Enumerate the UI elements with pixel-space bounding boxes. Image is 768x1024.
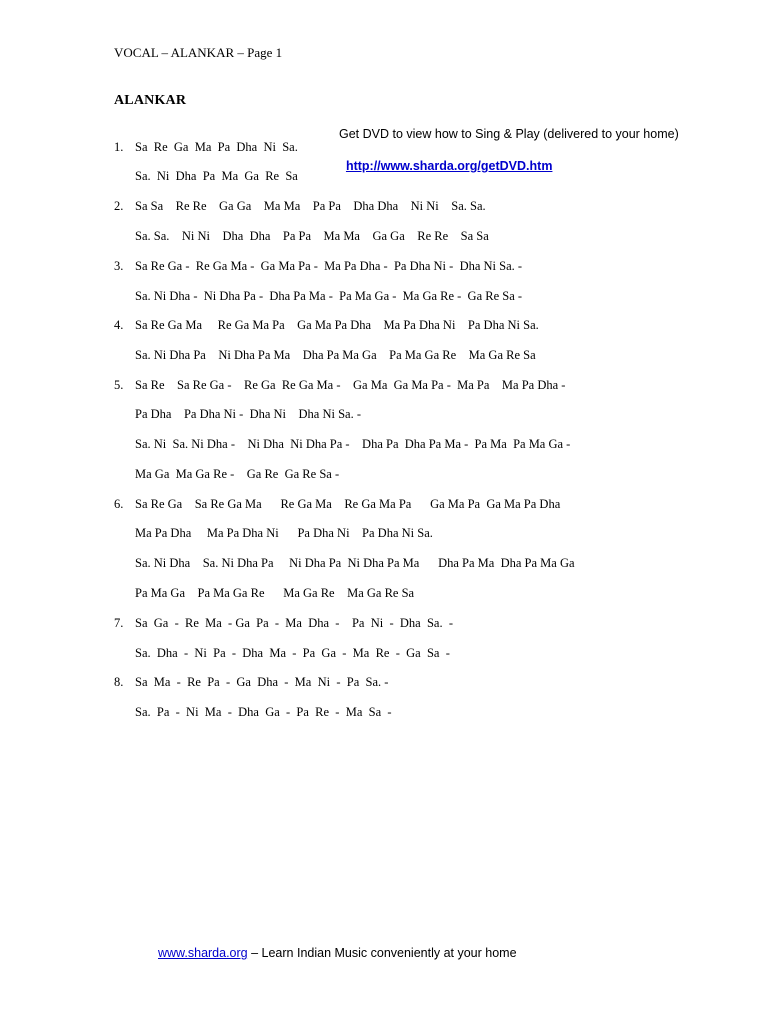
page-footer bbox=[158, 946, 517, 960]
exercise-line: Sa. Dha - Ni Pa - Dha Ma - Pa Ga - Ma Re - Ga Sa - bbox=[135, 646, 450, 660]
exercise-number: 6. bbox=[114, 497, 124, 511]
running-header: VOCAL – ALANKAR – Page 1 bbox=[114, 45, 283, 60]
page-title: ALANKAR bbox=[114, 93, 187, 108]
exercise-line: Pa Ma Ga Pa Ma Ga Re Ma Ga Re Ma Ga Re Sa bbox=[135, 586, 415, 600]
exercise-line: Sa. Ni Dha Pa Ma Ga Re Sa bbox=[135, 169, 298, 183]
dvd-promo-text: Get DVD to view how to Sing & Play (delivered to your home) bbox=[339, 127, 679, 141]
exercise-line: Sa Re Ga Ma Pa Dha Ni Sa. bbox=[135, 140, 298, 154]
exercise-line: Sa. Ni Dha Pa Ni Dha Pa Ma Dha Pa Ma Ga Pa Ma Ga Re Ma Ga Re Sa bbox=[135, 348, 536, 362]
exercise-line: Sa Re Ga Ma Re Ga Ma Pa Ga Ma Pa Dha Ma Pa Dha Ni Pa Dha Ni Sa. bbox=[135, 318, 539, 332]
exercise-number: 7. bbox=[114, 616, 124, 630]
exercise-line: Sa. Ni Dha - Ni Dha Pa - Dha Pa Ma - Pa Ma Ga - Ma Ga Re - Ga Re Sa - bbox=[135, 289, 523, 303]
exercise-number: 2. bbox=[114, 199, 124, 213]
exercise-line: Sa Re Ga - Re Ga Ma - Ga Ma Pa - Ma Pa Dha - Pa Dha Ni - Dha Ni Sa. - bbox=[135, 259, 523, 273]
dvd-promo bbox=[339, 94, 679, 174]
exercise-line: Sa Re Ga Sa Re Ga Ma Re Ga Ma Re Ga Ma Pa Ga Ma Pa Ga Ma Pa Dha bbox=[135, 497, 561, 511]
exercise-line: Sa Ga - Re Ma - Ga Pa - Ma Dha - Pa Ni - Dha Sa. - bbox=[135, 616, 453, 630]
dvd-promo-link[interactable]: http://www.sharda.org/getDVD.htm bbox=[345, 159, 553, 173]
footer-tagline: – Learn Indian Music conveniently at your home bbox=[247, 946, 517, 960]
exercise-line: Sa Ma - Re Pa - Ga Dha - Ma Ni - Pa Sa. - bbox=[135, 675, 389, 689]
exercise-number: 1. bbox=[114, 140, 124, 154]
exercise-number: 8. bbox=[114, 675, 124, 689]
exercise-line: Sa. Ni Sa. Ni Dha - Ni Dha Ni Dha Pa - Dha Pa Dha Pa Ma - Pa Ma Pa Ma Ga - bbox=[135, 437, 571, 451]
exercise-number: 3. bbox=[114, 259, 124, 273]
footer-site-link[interactable]: www.sharda.org bbox=[158, 946, 248, 960]
exercise-line: Sa Re Sa Re Ga - Re Ga Re Ga Ma - Ga Ma Ga Ma Pa - Ma Pa Ma Pa Dha - bbox=[135, 378, 566, 392]
exercise-line: Ma Ga Ma Ga Re - Ga Re Ga Re Sa - bbox=[135, 467, 340, 481]
exercise-line: Sa Sa Re Re Ga Ga Ma Ma Pa Pa Dha Dha Ni Ni Sa. Sa. bbox=[135, 199, 486, 213]
exercise-line: Sa. Sa. Ni Ni Dha Dha Pa Pa Ma Ma Ga Ga Re Re Sa Sa bbox=[135, 229, 489, 243]
exercise-line: Sa. Pa - Ni Ma - Dha Ga - Pa Re - Ma Sa - bbox=[135, 705, 392, 719]
exercise-line: Pa Dha Pa Dha Ni - Dha Ni Dha Ni Sa. - bbox=[135, 407, 362, 421]
exercise-number: 5. bbox=[114, 378, 124, 392]
exercise-line: Ma Pa Dha Ma Pa Dha Ni Pa Dha Ni Pa Dha Ni Sa. bbox=[135, 526, 433, 540]
exercise-line: Sa. Ni Dha Sa. Ni Dha Pa Ni Dha Pa Ni Dha Pa Ma Dha Pa Ma Dha Pa Ma Ga bbox=[135, 556, 575, 570]
exercise-number: 4. bbox=[114, 318, 124, 332]
